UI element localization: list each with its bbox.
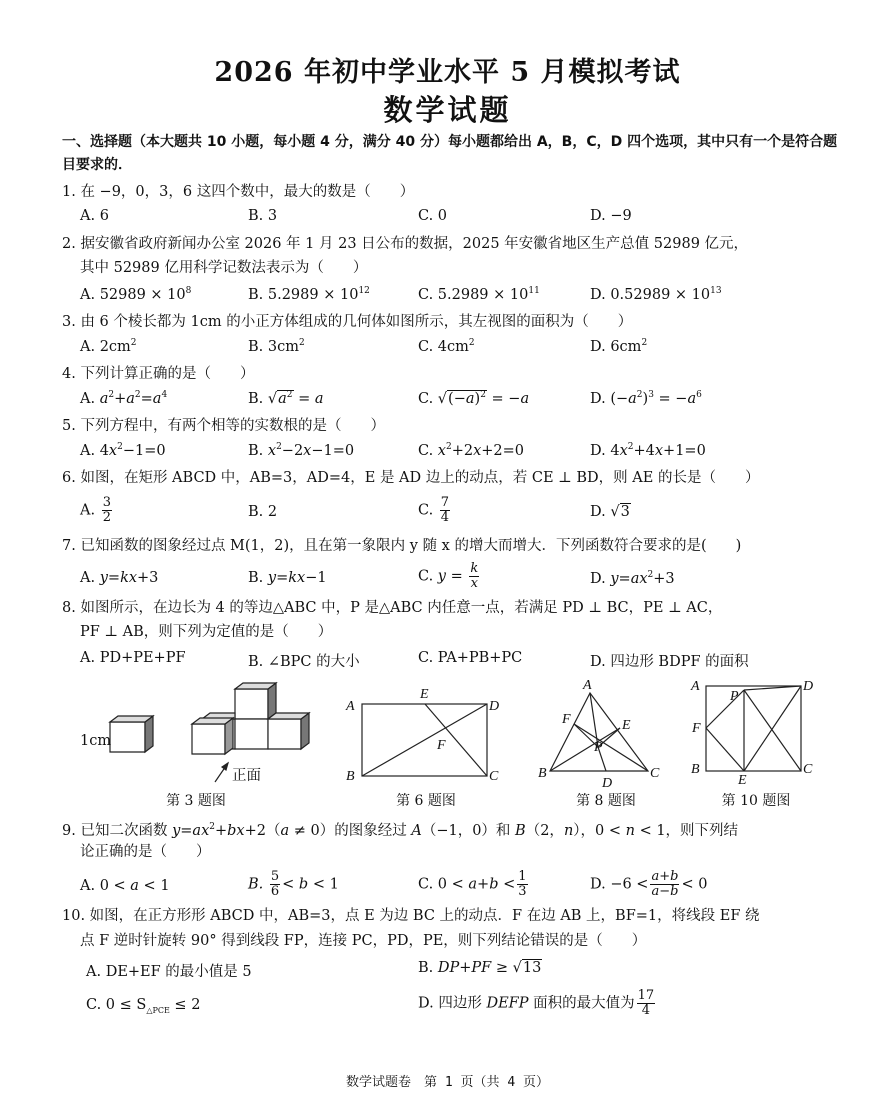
svg-text:B: B — [538, 766, 547, 781]
q9-option-b: B. $\frac{5}{6}$ < b < 1 — [248, 869, 339, 899]
q7-option-c: C. y = $\frac{k}{x}$ — [418, 561, 479, 591]
figure-3-caption: 第 3 题图 — [166, 793, 226, 809]
q8-option-d: D. 四边形 BDPF 的面积 — [590, 654, 749, 670]
q4-option-d: D. $(-a^2)^3 = -a^6$ — [590, 390, 702, 407]
q4-option-b: B. $√a^2 = a$ — [248, 390, 324, 407]
q5-option-c: C. $x^2+2x+2=0$ — [418, 442, 525, 459]
svg-text:B: B — [346, 769, 355, 782]
figure-10-square — [688, 676, 823, 784]
q5-option-d: D. $4x^2+4x+1=0$ — [590, 442, 706, 459]
svg-text:B: B — [691, 762, 700, 777]
q2-option-b: B. $5.2989 \times 10^{12}$ — [248, 286, 370, 303]
q10-option-a: A. DE+EF 的最小值是 5 — [86, 964, 252, 980]
q6-option-b: B. 2 — [248, 504, 278, 520]
q6-option-a: A. $\frac{3}{2}$ — [80, 495, 111, 525]
q1-option-a: A. 6 — [80, 208, 109, 224]
question-6: 6. 如图，在矩形 ABCD 中，AB=3，AD=4，E 是 AD 边上的动点，若 CE ⊥ BD，则 AE 的长是（ ） — [62, 470, 760, 486]
question-2-line1: 2. 据安徽省政府新闻办公室 2026 年 1 月 23 日公布的数据，2025 年安徽省地区生产总值 52989 亿元， — [62, 236, 749, 252]
q3-option-c: C. $4cm^2$ — [418, 338, 475, 355]
question-4: 4. 下列计算正确的是（ ） — [62, 366, 255, 382]
question-7: 7. 已知函数的图象经过点 M(1，2)，且在第一象限内 y 随 x 的增大而增大．下列函数符合要求的是( ) — [62, 538, 742, 554]
q5-option-a: A. $4x^2-1=0$ — [80, 442, 166, 459]
svg-text:A: A — [691, 679, 700, 694]
question-3: 3. 由 6 个棱长都为 1cm 的小正方体组成的几何体如图所示，其左视图的面积为（ ） — [62, 314, 633, 330]
q10-option-c: C. $0 \le S_{\triangle PCE} \le 2$ — [86, 997, 201, 1015]
section-heading: 一、选择题（本大题共 10 小题，每小题 4 分，满分 40 分）每小题都给出 A，B，C，D 四个选项，其中只有一个是符合题目要求的． — [62, 134, 838, 173]
q8-option-b: B. ∠BPC 的大小 — [248, 654, 360, 670]
q3-option-a: A. $2cm^2$ — [80, 338, 137, 355]
q6-option-d: D. √3 — [590, 504, 630, 520]
svg-text:A: A — [583, 678, 592, 693]
q1-option-c: C. 0 — [418, 208, 448, 224]
q1-option-b: B. 3 — [248, 208, 278, 224]
q3-option-d: D. $6cm^2$ — [590, 338, 648, 355]
question-8-line1: 8. 如图所示，在边长为 4 的等边△ABC 中，P 是△ABC 内任意一点，若满足 PD ⊥ BC，PE ⊥ AC， — [62, 600, 723, 616]
q7-option-d: D. $y=ax^2+3$ — [590, 570, 675, 587]
q2-option-a: A. $52989 \times 10^8$ — [80, 286, 192, 303]
svg-text:F: F — [692, 721, 701, 736]
question-1: 1. 在 −9，0，3，6 这四个数中，最大的数是（ ） — [62, 184, 415, 200]
q5-option-b: B. $x^2-2x-1=0$ — [248, 442, 355, 459]
svg-text:E: E — [738, 773, 747, 784]
q4-option-a: A. $a^2+a^2=a^4$ — [80, 390, 168, 407]
q7-option-a: A. y=kx+3 — [80, 570, 159, 586]
svg-text:E: E — [420, 687, 429, 702]
q2-option-d: D. $0.52989 \times 10^{13}$ — [590, 286, 722, 303]
svg-text:P: P — [594, 740, 603, 755]
q8-option-a: A. PD+PE+PF — [80, 650, 186, 666]
svg-text:D: D — [803, 679, 814, 694]
q9-option-a: A. 0 < a < 1 — [80, 878, 170, 894]
svg-text:F: F — [437, 738, 446, 753]
q10-option-b: B. DP+PF ≥ √13 — [418, 960, 542, 976]
question-10-line1: 10. 如图，在正方形形 ABCD 中，AB=3，点 E 为边 BC 上的动点．F 在边 AB 上，BF=1，将线段 EF 绕 — [62, 908, 760, 924]
svg-text:C: C — [803, 762, 813, 777]
q9-option-c: C. 0 < a+b < $\frac{1}{3}$ — [418, 869, 527, 899]
question-10-line2: 点 F 逆时针旋转 90° 得到线段 FP，连接 PC，PD，PE，则下列结论错误的是（ ） — [80, 933, 647, 949]
figure-6-caption: 第 6 题图 — [396, 793, 456, 809]
figure-6-rectangle — [340, 682, 510, 782]
svg-text:C: C — [489, 769, 499, 782]
figure-8-triangle — [530, 675, 665, 787]
svg-text:P: P — [730, 689, 739, 704]
question-2-line2: 其中 52989 亿用科学记数法表示为（ ） — [80, 260, 368, 276]
exam-subtitle: 数学试题 — [383, 93, 512, 127]
q6-option-c: C. $\frac{7}{4}$ — [418, 495, 450, 525]
page-footer: 数学试题卷 第 1 页（共 4 页） — [346, 1075, 549, 1090]
figure-10-caption: 第 10 题图 — [721, 793, 791, 809]
q8-option-c: C. PA+PB+PC — [418, 650, 523, 666]
question-9-line1: 9. 已知二次函数 $y=ax^2+bx+2(a \ne 0)$的图象经过 A（−1，0）和 B（2，n），0 < n < 1，则下列结 — [62, 822, 739, 839]
q1-option-d: D. −9 — [590, 208, 632, 224]
question-5: 5. 下列方程中，有两个相等的实数根的是（ ） — [62, 418, 385, 434]
q4-option-c: C. $√(-a)^2 = -a$ — [418, 390, 530, 407]
svg-text:D: D — [602, 776, 613, 787]
q3-option-b: B. $3cm^2$ — [248, 338, 305, 355]
svg-text:A: A — [346, 699, 355, 714]
q7-option-b: B. y=kx−1 — [248, 570, 327, 586]
figure-3-front-label: 正面 — [232, 768, 261, 784]
svg-text:E: E — [622, 718, 631, 733]
question-9-line2: 论正确的是（ ） — [80, 844, 211, 860]
figure-8-caption: 第 8 题图 — [576, 793, 636, 809]
svg-text:F: F — [562, 712, 571, 727]
svg-text:C: C — [650, 766, 660, 781]
q10-option-d: D. 四边形 DEFP 面积的最大值为 $\frac{17}{4}$ — [418, 988, 655, 1018]
svg-text:D: D — [489, 699, 500, 714]
q9-option-d: D. −6 < $\frac{a+b}{a-b}$ < 0 — [590, 869, 708, 899]
exam-title: 2026 年初中学业水平 5 月模拟考试 — [214, 57, 681, 88]
question-8-line2: PF ⊥ AB，则下列为定值的是（ ） — [80, 624, 333, 640]
figure-3-unit-label: 1cm — [80, 733, 112, 749]
q2-option-c: C. $5.2989 \times 10^{11}$ — [418, 286, 540, 303]
